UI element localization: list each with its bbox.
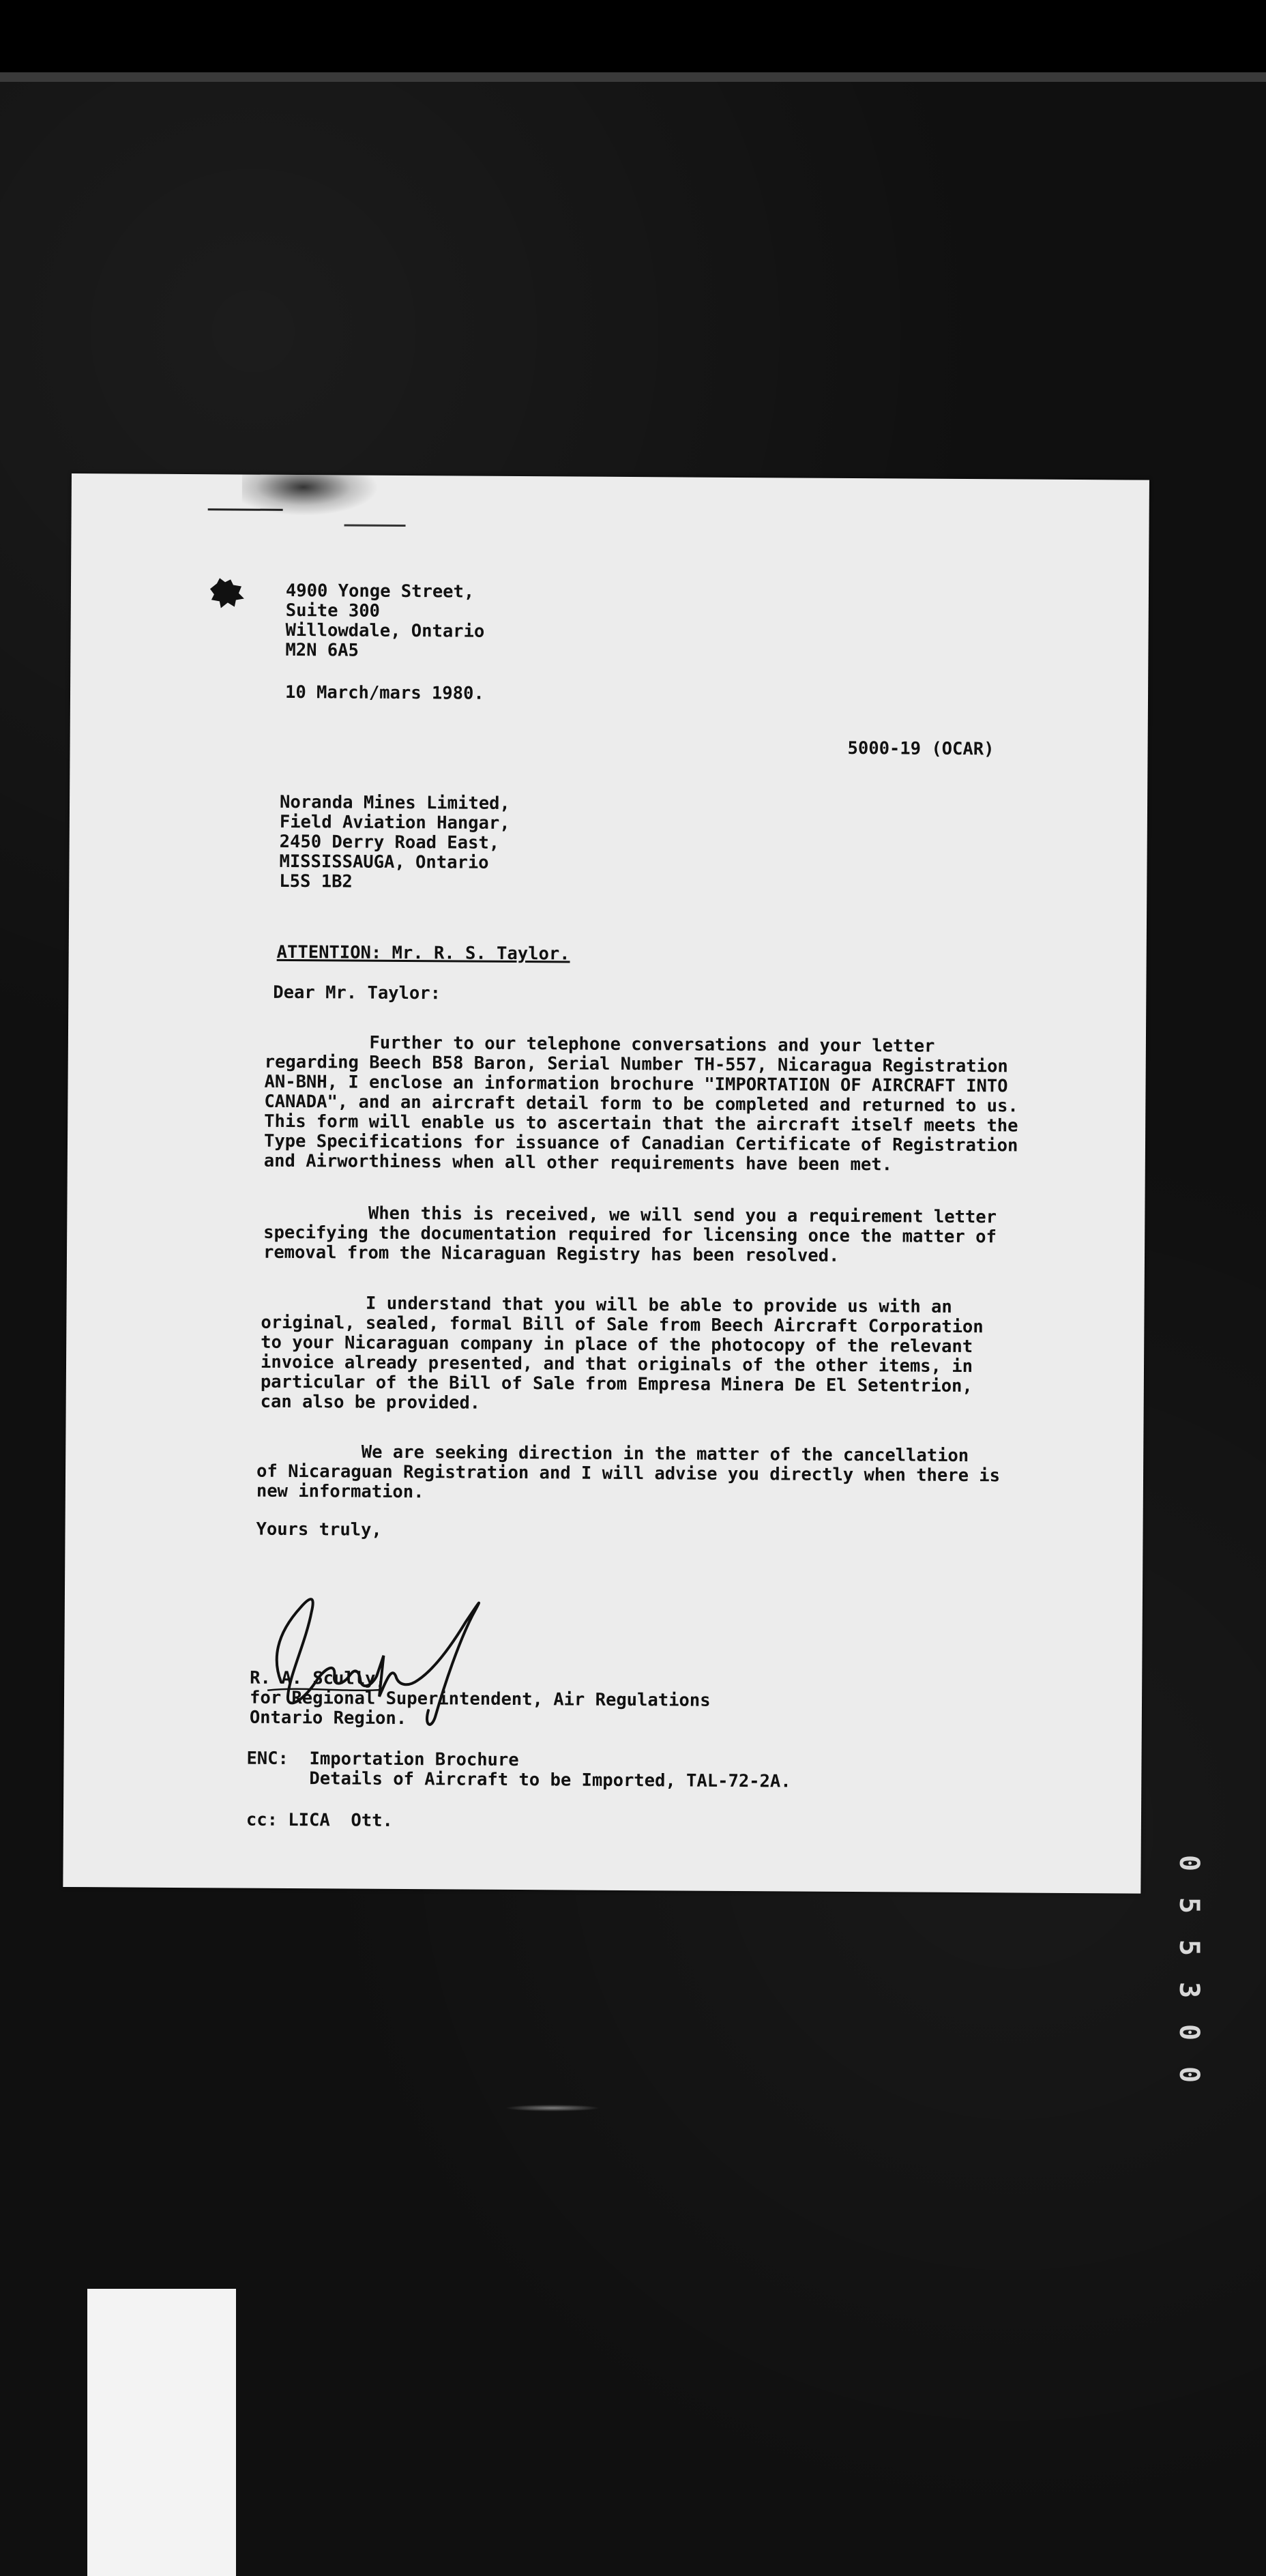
body-line: When this is received, we will send you a requirement letter xyxy=(263,1202,997,1228)
body-line: specifying the documentation required for licensing once the matter of xyxy=(263,1222,997,1248)
frame-digit: 0 xyxy=(1173,2023,1205,2041)
file-reference: 5000-19 (OCAR) xyxy=(847,737,995,760)
attention-line: ATTENTION: Mr. R. S. Taylor. xyxy=(276,941,570,965)
film-leader-mark xyxy=(87,2289,236,2576)
body-line: regarding Beech B58 Baron, Serial Number TH-557, Nicaragua Registration xyxy=(264,1051,1008,1077)
film-edge xyxy=(0,72,1266,82)
salutation: Dear Mr. Taylor: xyxy=(273,982,441,1004)
body-line: This form will enable us to ascertain that the aircraft itself meets the xyxy=(264,1111,1018,1137)
recipient-address-line: L5S 1B2 xyxy=(279,870,353,892)
body-line: to your Nicaraguan company in place of the photocopy of the relevant xyxy=(261,1332,973,1358)
body-line: new information. xyxy=(256,1480,424,1503)
enclosure-line: ENC: Importation Brochure xyxy=(246,1748,519,1771)
cc-line: cc: LICA Ott. xyxy=(246,1809,393,1831)
body-line: We are seeking direction in the matter of the cancellation xyxy=(256,1441,969,1467)
signatory-name: R. A. Scully, xyxy=(250,1667,386,1689)
mark-line xyxy=(208,508,283,511)
body-line: invoice already presented, and that originals of the other items, in xyxy=(260,1351,973,1377)
body-line: Type Specifications for issuance of Canadian Certificate of Registration xyxy=(263,1130,1018,1156)
crest-icon xyxy=(207,576,246,609)
frame-digit: 3 xyxy=(1173,1981,1205,1999)
sender-address-line: Suite 300 xyxy=(285,600,381,621)
body-line: AN-BNH, I enclose an information brochure "IMPORTATION OF AIRCRAFT INTO xyxy=(264,1071,1008,1097)
sender-address-line: 4900 Yonge Street, xyxy=(285,580,475,602)
body-line: removal from the Nicaraguan Registry has been resolved. xyxy=(263,1242,840,1266)
body-line: Further to our telephone conversations and your letter xyxy=(264,1031,935,1057)
recipient-address-line: Noranda Mines Limited, xyxy=(279,791,510,814)
frame-number xyxy=(1172,1842,1213,2101)
body-line: and Airworthiness when all other requirements have been met. xyxy=(263,1150,893,1175)
body-line: can also be provided. xyxy=(260,1391,481,1414)
recipient-address-line: 2450 Derry Road East, xyxy=(279,831,500,853)
signatory-title: for Regional Superintendent, Air Regulations xyxy=(249,1687,711,1711)
sender-address-line: M2N 6A5 xyxy=(285,639,359,661)
signatory-region: Ontario Region. xyxy=(249,1707,407,1729)
enclosure-line: Details of Aircraft to be Imported, TAL-72-2A. xyxy=(246,1768,791,1792)
film-top-band xyxy=(0,0,1266,75)
recipient-address-line: MISSISSAUGA, Ontario xyxy=(279,851,489,873)
closing: Yours truly, xyxy=(256,1519,382,1540)
frame-digit: 0 xyxy=(1173,1854,1205,1872)
recipient-address-line: Field Aviation Hangar, xyxy=(279,811,510,834)
body-line: particular of the Bill of Sale from Empresa Minera De El Setentrion, xyxy=(260,1371,973,1397)
body-line: I understand that you will be able to provide us with an xyxy=(261,1292,952,1317)
letter-date: 10 March/mars 1980. xyxy=(284,682,484,704)
frame-digit: 0 xyxy=(1173,2066,1205,2083)
body-line: of Nicaraguan Registration and I will advise you directly when there is xyxy=(256,1461,1001,1487)
sender-address-line: Willowdale, Ontario xyxy=(285,619,485,642)
body-line: CANADA", and an aircraft detail form to be completed and returned to us. xyxy=(264,1091,1018,1117)
mark-line xyxy=(344,524,406,527)
film-speck xyxy=(505,2105,600,2111)
letter-page xyxy=(63,473,1149,1894)
frame-digit: 5 xyxy=(1173,1897,1205,1914)
frame-digit: 5 xyxy=(1173,1939,1205,1957)
body-line: original, sealed, formal Bill of Sale from Beech Aircraft Corporation xyxy=(261,1312,984,1338)
